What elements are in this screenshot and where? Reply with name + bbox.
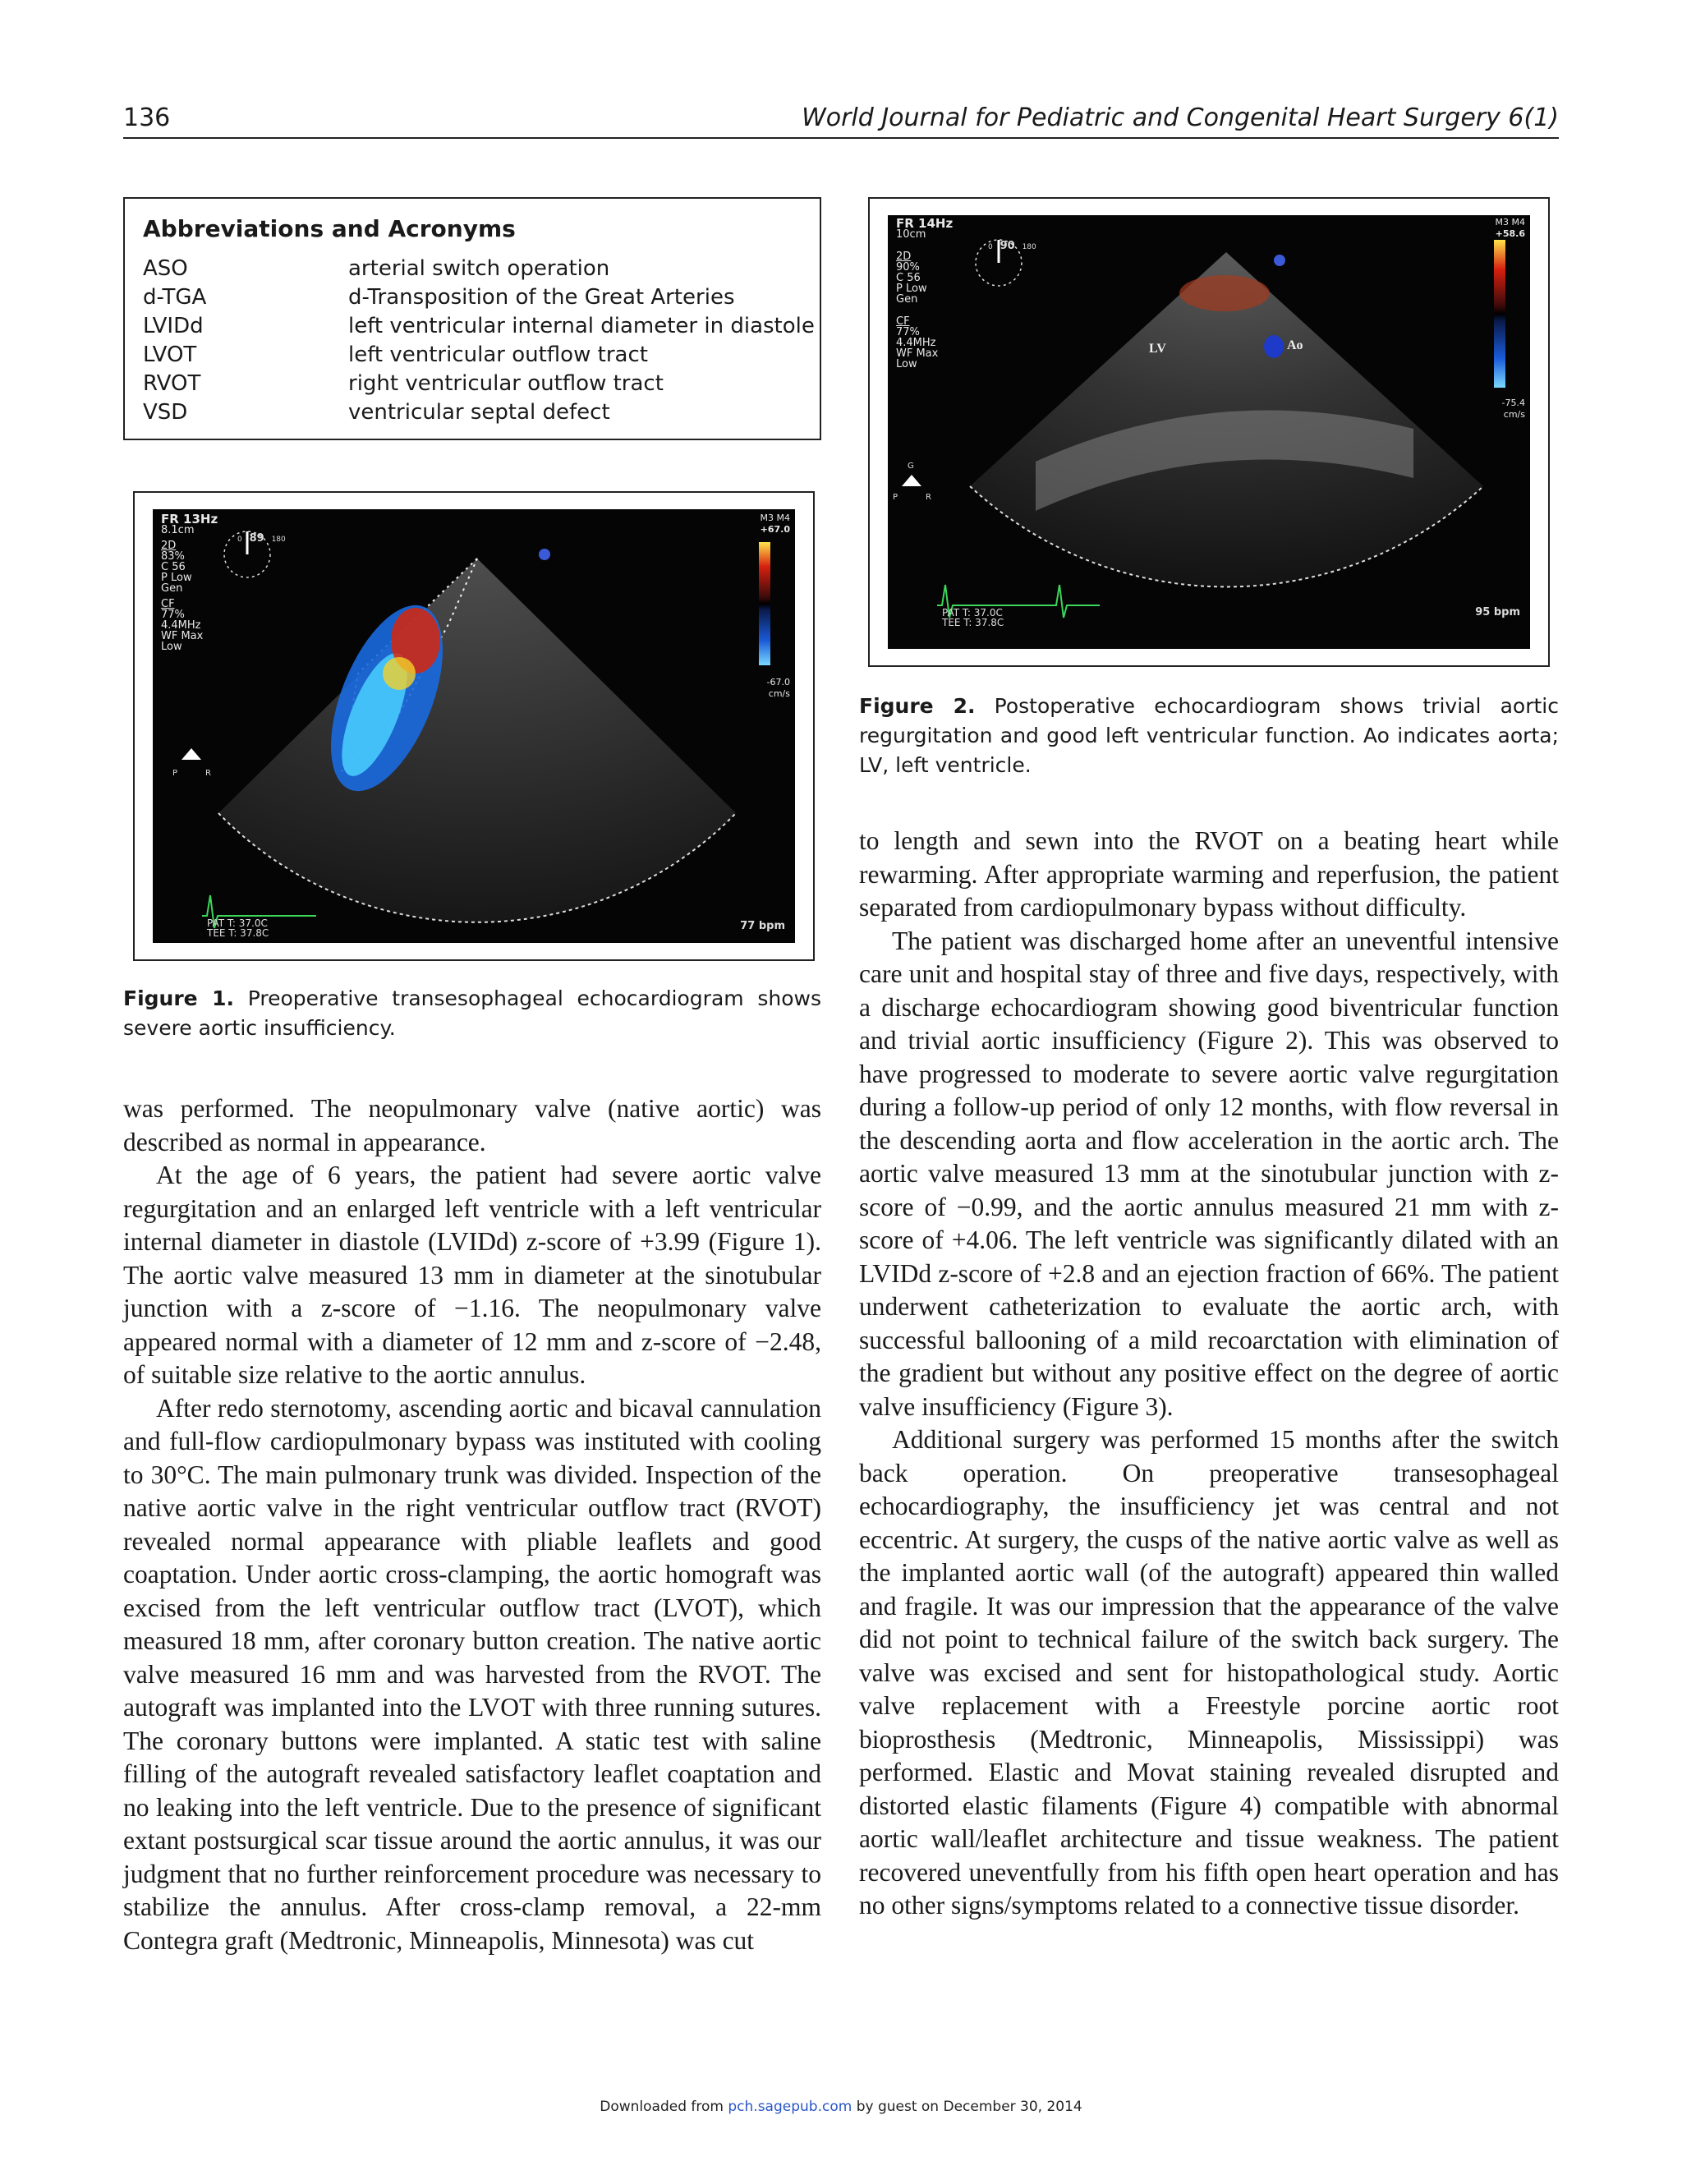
figure-2-caption-text: Postoperative echocardiogram shows trivial aortic regurgitation and good left ventricular function. Ao indicates aorta; LV, left ventricle. — [859, 694, 1559, 777]
download-footer — [0, 2099, 1682, 2115]
figure-1-label: Figure 1. — [123, 986, 234, 1010]
color-scale-bottom — [1502, 398, 1525, 421]
2d-gen: Gen — [161, 582, 183, 595]
color-scale-top — [761, 513, 790, 536]
color-scale-bar — [759, 542, 770, 665]
scale-max: +58.6 — [1495, 228, 1525, 239]
probe-angle-readout — [237, 532, 287, 545]
cf-label: CF — [896, 315, 910, 328]
scale-max: +67.0 — [760, 524, 790, 535]
figure-1-echo-image — [153, 509, 795, 943]
color-scale-top — [1496, 217, 1525, 240]
depth: 8.1cm — [161, 524, 195, 536]
2d-compress: C 56 — [896, 272, 921, 284]
orientation-g: G — [908, 462, 914, 471]
abbreviation-term: LVIDd — [143, 314, 204, 338]
echo-settings-panel — [896, 218, 953, 370]
scale-label: M3 M4 — [760, 513, 790, 523]
cf-frequency: 4.4MHz — [896, 337, 936, 349]
abbreviation-definition: ventricular septal defect — [348, 400, 610, 425]
figure-1-caption-text: Preoperative transesophageal echocardiogram shows severe aortic insufficiency. — [123, 986, 821, 1040]
color-scale-bottom — [767, 677, 790, 700]
flow-blue — [1264, 335, 1284, 358]
body-column-right — [859, 825, 1559, 1923]
abbreviation-definition: right ventricular outflow tract — [348, 371, 664, 396]
abbreviations-title: Abbreviations and Acronyms — [143, 215, 516, 242]
scale-min: -67.0 — [766, 677, 790, 687]
probe-angle-readout — [988, 240, 1037, 252]
header-rule — [123, 137, 1559, 139]
2d-gain: 83% — [161, 550, 185, 563]
patient-temperature: PAT T: 37.0C — [942, 607, 1003, 618]
figure-2-caption — [859, 692, 1559, 780]
orientation-r: R — [205, 769, 211, 778]
probe-left: 0 — [237, 536, 242, 544]
lv-label: LV — [1149, 342, 1166, 356]
orientation-marker — [1274, 255, 1285, 266]
cf-filter: WF Max — [896, 347, 939, 360]
scale-label: M3 M4 — [1495, 217, 1525, 228]
abbreviation-term: ASO — [143, 256, 188, 281]
body-paragraph: The patient was discharged home after an uneventful intensive care unit and hospital stay of three and five days, respectively, with a discharge echocardiogram showing good biventricular function and trivial aortic insufficiency (Figure 2). This was observed to have progressed to moderate to severe aortic valve regurgitation during a follow-up period of only 12 months, with flow reversal in the descending aorta and flow acceleration in the aortic arch. The aortic valve measured 13 mm at the sinotubular junction with z-score of −0.99, and the aortic annulus measured 21 mm with z-score of +4.06. The left ventricle was significantly dilated with an LVIDd z-score of +2.8 and an ejection fraction of 66%. The patient underwent catheterization to evaluate the aortic arch, with successful ballooning of a mild recoarctation with elimination of the gradient but without any positive effect on the degree of aortic valve insufficiency (Figure 3). — [859, 926, 1559, 1421]
figure-1-echocardiogram — [153, 509, 795, 943]
cf-gain: 77% — [896, 326, 920, 338]
frame-rate: FR 13Hz — [161, 512, 218, 526]
abbreviation-term: RVOT — [143, 371, 201, 396]
heart-rate: 95 bpm — [1475, 606, 1520, 618]
abbreviations-box — [123, 197, 821, 440]
2d-gen: Gen — [896, 293, 918, 306]
body-paragraph: After redo sternotomy, ascending aortic and bicaval cannulation and full-flow cardiopulmonary bypass was instituted with cooling to 30°C. The main pulmonary trunk was divided. Inspection of the native aortic valve in the right ventricular outflow tract (RVOT) revealed normal appearance with pliable leaflets and good coaptation. Under aortic cross-clamping, the aortic homograft was excised from the left ventricular outflow tract (LVOT), which measured 18 mm, after coronary button creation. The native aortic valve measured 16 mm and was harvested from the RVOT. The autograft was implanted into the LVOT with three running sutures. The coronary buttons were implanted. A static test with saline filling of the autograft revealed satisfactory leaflet coaptation and no leaking into the left ventricle. Due to the presence of significant extant postsurgical scar tissue around the aortic annulus, it was our judgment that no further reinforcement procedure was necessary to stabilize the annulus. After cross-clamp removal, a 22-mm Contegra graft (Medtronic, Minneapolis, Minnesota) was cut — [123, 1393, 821, 1955]
page-number: 136 — [123, 103, 171, 132]
cf-filter: WF Max — [161, 630, 204, 642]
scale-min: -75.4 — [1501, 398, 1525, 408]
abbreviation-term: LVOT — [143, 343, 197, 367]
body-paragraph: to length and sewn into the RVOT on a beating heart while rewarming. After appropriate warming and reperfusion, the patient separated from cardiopulmonary bypass without difficulty. — [859, 826, 1559, 922]
footer-prefix: Downloaded from — [600, 2099, 728, 2115]
2d-label: 2D — [161, 540, 177, 552]
cf-frequency: 4.4MHz — [161, 619, 201, 632]
body-paragraph: was performed. The neopulmonary valve (native aortic) was described as normal in appearance. — [123, 1094, 821, 1156]
ao-label: Ao — [1287, 338, 1303, 352]
temperature-readout — [207, 918, 269, 938]
body-column-left — [123, 1092, 821, 1957]
cf-gain: 77% — [161, 609, 185, 621]
abbreviation-definition: d-Transposition of the Great Arteries — [348, 285, 735, 310]
probe-right: 180 — [1022, 243, 1036, 251]
2d-label: 2D — [896, 251, 912, 263]
figure-2-echo-image — [888, 215, 1530, 649]
2d-compress: C 56 — [161, 561, 186, 573]
color-scale-bar — [1494, 240, 1505, 388]
orientation-r: R — [926, 493, 931, 502]
patient-temperature: PAT T: 37.0C — [207, 917, 268, 929]
temperature-readout — [942, 608, 1004, 628]
footer-suffix: by guest on December 30, 2014 — [852, 2099, 1082, 2115]
probe-left: 0 — [988, 243, 993, 251]
2d-power: P Low — [896, 283, 927, 295]
figure-1-caption — [123, 984, 821, 1043]
depth: 10cm — [896, 228, 926, 241]
abbreviation-definition: left ventricular outflow tract — [348, 343, 648, 367]
probe-angle: 89 — [249, 532, 264, 545]
probe-right: 180 — [271, 536, 286, 544]
scale-unit: cm/s — [1503, 409, 1525, 420]
heart-rate: 77 bpm — [740, 920, 785, 932]
orientation-marker — [539, 549, 550, 560]
figure-2-label: Figure 2. — [859, 694, 976, 718]
journal-title: World Journal for Pediatric and Congenital Heart Surgery 6(1) — [802, 103, 1559, 132]
cf-low: Low — [161, 641, 182, 653]
body-paragraph: At the age of 6 years, the patient had severe aortic valve regurgitation and an enlarged left ventricle with a left ventricular internal diameter in diastole (LVIDd) z-score of +3.99 (Figure 1). The aortic valve measured 13 mm in diameter at the sinotubular junction with a z-score of −1.16. The neopulmonary valve appeared normal with a diameter of 12 mm and z-score of −2.48, of suitable size relative to the aortic annulus. — [123, 1161, 821, 1389]
echo-settings-panel — [161, 514, 218, 652]
abbreviation-definition: left ventricular internal diameter in diastole — [348, 314, 815, 338]
orientation-p: P — [893, 493, 898, 502]
flow-red — [1179, 275, 1270, 311]
scale-unit: cm/s — [768, 688, 790, 699]
abbreviation-term: d-TGA — [143, 285, 207, 310]
figure-1-frame — [133, 491, 815, 961]
body-paragraph: Additional surgery was performed 15 months after the switch back operation. On preoperative transesophageal echocardiography, the insufficiency jet was central and not eccentric. At surgery, the cusps of the native aortic valve as well as the implanted aortic wall (of the autograft) appeared thin walled and fragile. It was our impression that the appearance of the valve did not point to technical failure of the switch back surgery. The valve was excised and sent for histopathological study. Aortic valve replacement with a Freestyle porcine aortic root bioprosthesis (Medtronic, Minneapolis, Mississippi) was performed. Elastic and Movat staining revealed disrupted and distorted elastic filaments (Figure 4) compatible with abnormal aortic wall/leaflet architecture and tissue weakness. The patient recovered uneventfully from his fifth open heart operation and has no other signs/symptoms related to a connective tissue disorder. — [859, 1425, 1559, 1920]
cf-low: Low — [896, 358, 917, 370]
orientation-p: P — [172, 769, 178, 778]
figure-2-echocardiogram — [888, 215, 1530, 649]
abbreviation-definition: arterial switch operation — [348, 256, 610, 281]
figure-2-frame — [868, 197, 1550, 667]
frame-rate: FR 14Hz — [896, 216, 954, 231]
2d-power: P Low — [161, 572, 192, 584]
probe-angle: 90 — [1000, 240, 1015, 252]
2d-gain: 90% — [896, 261, 920, 274]
cf-label: CF — [161, 598, 175, 610]
flow-yellow — [383, 657, 416, 690]
footer-link[interactable]: pch.sagepub.com — [728, 2099, 852, 2115]
tee-temperature: TEE T: 37.8C — [942, 617, 1004, 628]
abbreviation-term: VSD — [143, 400, 188, 425]
tee-temperature: TEE T: 37.8C — [207, 927, 269, 939]
